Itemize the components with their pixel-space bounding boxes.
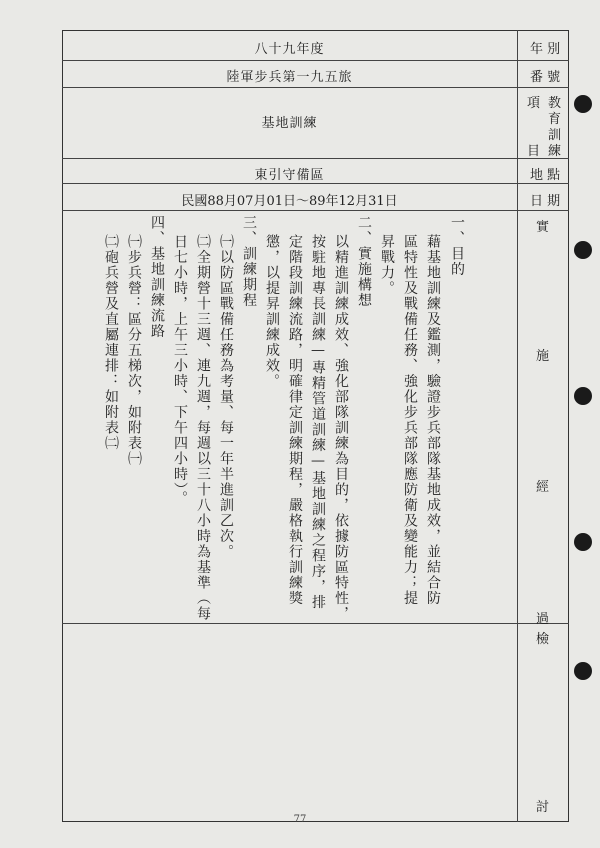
process-label-char: 過 bbox=[536, 612, 550, 627]
row-divider bbox=[62, 158, 569, 159]
unit-value: 陸軍步兵第一九五旅 bbox=[226, 70, 353, 85]
row-divider bbox=[62, 183, 569, 184]
body-text-column: 按駐地專長訓練—專精管道訓練—基地訓練之程序，排 bbox=[310, 234, 326, 610]
body-text-column: 懲，以提昇訓練成效。 bbox=[264, 234, 280, 389]
process-label-char: 經 bbox=[536, 480, 550, 495]
item-label-char: 目 bbox=[527, 144, 541, 159]
year-label: 年 別 bbox=[530, 42, 561, 57]
process-label-char: 檢 bbox=[536, 632, 550, 647]
item-label-char: 教 bbox=[548, 96, 562, 111]
process-label-char: 施 bbox=[536, 349, 550, 364]
date-value: 民國88月07月01日～89年12月31日 bbox=[181, 194, 398, 209]
section-heading: 四、基地訓練流路 bbox=[149, 215, 165, 339]
body-text-column: ㈠以防區戰備任務為考量、每一年半進訓乙次。 bbox=[218, 234, 234, 560]
body-text-column: 昇戰力。 bbox=[379, 234, 395, 296]
item-label-char: 育 bbox=[548, 112, 562, 127]
location-label: 地 點 bbox=[530, 168, 561, 183]
unit-label: 番 號 bbox=[530, 70, 561, 85]
binder-hole bbox=[574, 95, 592, 113]
section-heading: 一、目的 bbox=[449, 215, 465, 277]
body-text-column: ㈡全期營十三週、連九週，每週以三十八小時為基準（每 bbox=[195, 234, 211, 622]
location-value: 東引守備區 bbox=[254, 168, 325, 183]
binder-hole bbox=[574, 533, 592, 551]
date-label: 日 期 bbox=[530, 194, 561, 209]
row-divider bbox=[62, 87, 569, 88]
body-text-column: 日七小時，上午三小時、下午四小時）。 bbox=[172, 234, 188, 506]
row-divider bbox=[62, 60, 569, 61]
item-label-char: 練 bbox=[548, 144, 562, 159]
section-heading: 二、實施構想 bbox=[356, 215, 372, 308]
section-heading: 三、訓練期程 bbox=[241, 215, 257, 308]
body-text-column: ㈠步兵營：區分五梯次，如附表㈠ bbox=[126, 234, 142, 467]
body-text-column: 藉基地訓練及鑑測，驗證步兵部隊基地成效，並結合防 bbox=[425, 234, 441, 606]
row-divider bbox=[62, 623, 569, 624]
body-text-column: 以精進訓練成效、強化部隊訓練為目的，依據防區特性， bbox=[333, 234, 349, 622]
binder-hole bbox=[574, 662, 592, 680]
process-label-char: 實 bbox=[536, 220, 550, 235]
year-value: 八十九年度 bbox=[254, 42, 325, 57]
item-label-char: 項 bbox=[527, 96, 541, 111]
body-text-column: ㈡砲兵營及直屬連排：如附表㈡ bbox=[103, 234, 119, 451]
page-number: 77 bbox=[293, 814, 307, 825]
body-text-column: 定階段訓練流路，明確律定訓練期程，嚴格執行訓練獎 bbox=[287, 234, 303, 606]
binder-hole bbox=[574, 241, 592, 259]
body-text-column: 區特性及戰備任務、強化步兵部隊應防衛及變能力；提 bbox=[402, 234, 418, 606]
row-divider bbox=[62, 210, 569, 211]
label-column-divider bbox=[517, 30, 518, 822]
item-label-char: 訓 bbox=[548, 128, 562, 143]
process-label-char: 討 bbox=[536, 800, 550, 815]
training-item-value: 基地訓練 bbox=[261, 116, 318, 131]
binder-hole bbox=[574, 387, 592, 405]
